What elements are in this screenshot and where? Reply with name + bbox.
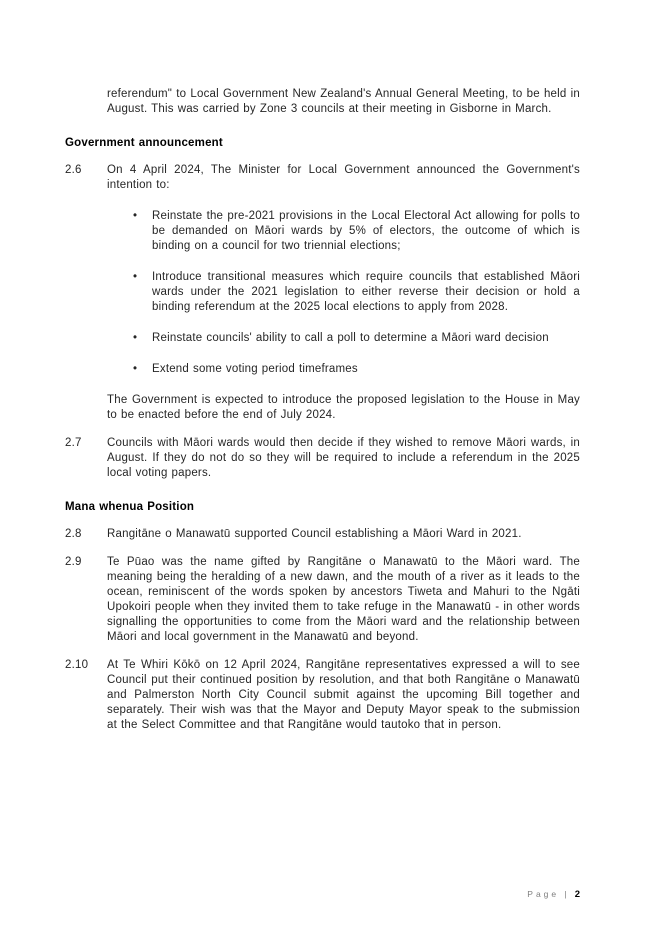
bullet-text: Reinstate councils' ability to call a poll to determine a Māori ward decision — [152, 332, 549, 344]
bullet-text: Extend some voting period timeframes — [152, 363, 358, 375]
bullet-item — [133, 270, 580, 315]
bullet-icon: • — [133, 363, 138, 375]
numbered-paragraph — [65, 163, 580, 193]
bullet-text: Reinstate the pre-2021 provisions in the Local Electoral Act allowing for polls to be demanded on Māori wards by 5% of electors, the outcome of which is binding on a council for two triennial elections; — [152, 210, 580, 252]
page-footer — [527, 889, 580, 900]
bullet-icon: • — [133, 210, 138, 222]
paragraph-text: Councils with Māori wards would then decide if they wished to remove Māori wards, in August. If they do not do so they will be required to include a referendum in the 2025 local voting papers. — [107, 437, 580, 479]
bullet-icon: • — [133, 271, 138, 283]
section-heading: Mana whenua Position — [65, 501, 195, 513]
paragraph-text: Rangitāne o Manawatū supported Council establishing a Māori Ward in 2021. — [107, 528, 522, 540]
clause-number: 2.9 — [65, 556, 82, 568]
bullet-item — [133, 209, 580, 254]
clause-number: 2.8 — [65, 528, 82, 540]
page-footer-number: 2 — [574, 889, 580, 900]
clause-number: 2.10 — [65, 659, 89, 671]
numbered-paragraph — [65, 658, 580, 733]
body-paragraph: The Government is expected to introduce the proposed legislation to the House in May to be enacted before the end of July 2024. — [107, 394, 580, 421]
numbered-paragraph — [65, 436, 580, 481]
paragraph-text: On 4 April 2024, The Minister for Local Government announced the Government's intention to: — [107, 164, 580, 191]
bullet-icon: • — [133, 332, 138, 344]
document-body — [65, 87, 580, 746]
paragraph-text: At Te Whiri Kōkō on 12 April 2024, Rangitāne representatives expressed a will to see Council put their continued position by resolution, and that both Rangitāne o Manawatū and Palmerston North City Council submit against the upcoming Bill together and separately. Their wish was that the Mayor and Deputy Mayor speak to the submission at the Select Committee and that Rangitāne would tautoko that in person. — [107, 659, 580, 731]
clause-number: 2.7 — [65, 437, 82, 449]
body-paragraph: referendum" to Local Government New Zealand's Annual General Meeting, to be held in August. This was carried by Zone 3 councils at their meeting in Gisborne in March. — [107, 88, 580, 115]
numbered-paragraph — [65, 527, 580, 542]
bullet-text: Introduce transitional measures which require councils that established Māori wards under the 2021 legislation to either reverse their decision or hold a binding referendum at the 2025 local elections to apply from 2028. — [152, 271, 580, 313]
bullet-item — [133, 331, 580, 346]
page-footer-label: Page | — [527, 889, 570, 899]
clause-number: 2.6 — [65, 164, 82, 176]
section-heading: Government announcement — [65, 137, 223, 149]
numbered-paragraph — [65, 555, 580, 645]
paragraph-text: Te Pūao was the name gifted by Rangitāne o Manawatū to the Māori ward. The meaning being the heralding of a new dawn, and the mouth of a river as it leads to the ocean, reminiscent of the words spoken by ancestors Tiweta and Mahuri to the Ngāti Upokoiri people when they invited them to take refuge in the Manawatū - in other words signalling the opportunities to come from the Māori ward and the relationship between Māori and local government in the Manawatū and beyond. — [107, 556, 580, 643]
bullet-item — [133, 362, 580, 377]
